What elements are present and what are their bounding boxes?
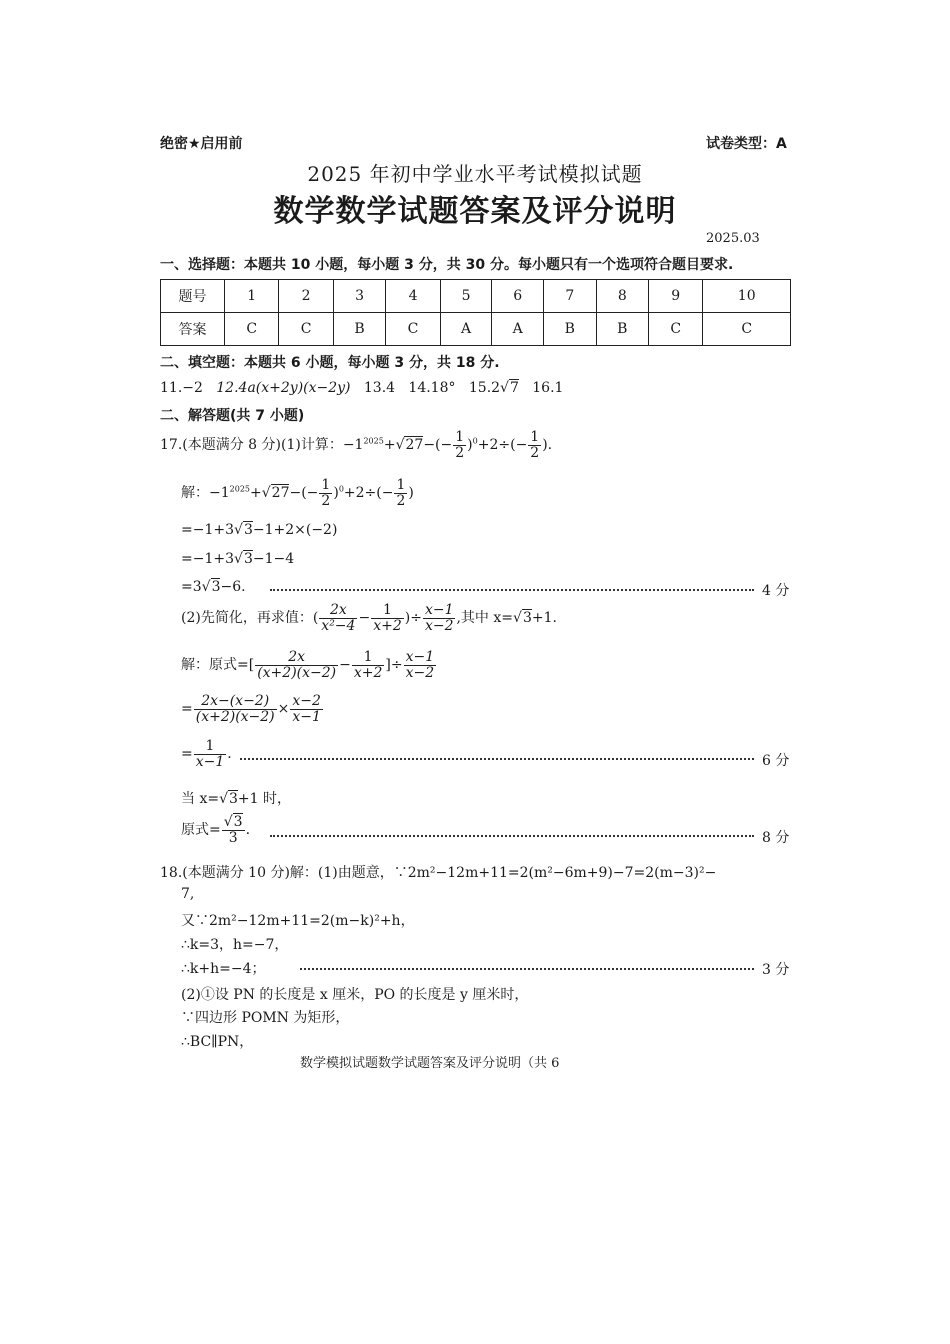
table-row <box>161 313 791 346</box>
paper-type: 试卷类型：A <box>706 136 787 152</box>
numerator: 2x−(x−2) <box>194 694 277 710</box>
q18-line-1b: 7, <box>181 886 195 902</box>
numerator: 1 <box>194 739 227 755</box>
fraction <box>194 694 277 724</box>
answer-16: 16.1 <box>532 380 564 396</box>
dotted-leader <box>270 589 754 591</box>
exam-title: 2025 年初中学业水平考试模拟试题 <box>307 162 643 186</box>
step-tail: −6. <box>220 579 246 595</box>
q17-exponent: 2025 <box>363 436 384 446</box>
when-prefix: 当 x= <box>181 791 220 807</box>
dotted-leader <box>270 835 754 837</box>
denominator: x−1 <box>195 753 225 770</box>
denominator: x−2 <box>405 664 435 681</box>
fraction <box>194 739 227 769</box>
table-cell: C <box>386 313 440 346</box>
table-cell: C <box>225 313 279 346</box>
row-label: 题号 <box>161 280 225 313</box>
q17-solution-1: 解：$-1^{2025}+√27-(-$ $\frac{1}{2}$ )$^0$+2÷(− $\frac{1}{2}$ ) <box>181 477 414 509</box>
q17-step-2: =−1+3√3−1+2×(−2) <box>181 522 338 538</box>
q17-result: 原式= $\frac{√3}{3}$ . <box>181 814 251 846</box>
answer-table <box>160 279 791 346</box>
table-cell: 4 <box>386 280 440 313</box>
radicand: 27 <box>405 437 424 454</box>
fraction <box>404 650 437 680</box>
exponent: 2025 <box>229 484 250 494</box>
secret-label: 绝密★启用前 <box>160 136 243 152</box>
fraction <box>319 478 332 508</box>
table-cell: C <box>703 313 791 346</box>
radicand: 3 <box>243 522 253 538</box>
section2-heading: 二、填空题：本题共 6 小题，每小题 3 分，共 18 分. <box>160 355 500 371</box>
q17-step-3: =−1+3√3−1−4 <box>181 551 295 567</box>
q18-line-2: 又∵2m²−12m+11=2(m−k)²+h， <box>181 913 415 929</box>
q18-line-4: ∴k+h=−4； <box>181 961 266 977</box>
result-prefix: 原式= <box>181 822 221 839</box>
denominator: 2 <box>455 444 465 461</box>
document-title: 数学数学试题答案及评分说明 <box>273 194 677 229</box>
numerator: x−1 <box>405 649 435 665</box>
table-cell: 3 <box>333 280 385 313</box>
score-4: 4 分 <box>762 583 790 599</box>
step-tail: −1−4 <box>252 551 295 567</box>
q17-when: 当 x=√3+1 时， <box>181 791 292 807</box>
denominator: x−1 <box>292 708 321 725</box>
fraction <box>255 650 338 680</box>
numerator: √3 <box>223 814 243 830</box>
radicand: 3 <box>211 579 221 595</box>
table-cell: 7 <box>544 280 596 313</box>
fraction <box>319 603 357 633</box>
solution-prefix: 解：−1 <box>181 485 230 502</box>
score-3: 3 分 <box>762 962 790 978</box>
solution-prefix: 解：原式=[ <box>181 657 255 674</box>
q17-part2-stem: (2)先简化，再求值：( $\frac{2x}{\text{x²−4}}$ − $\frac{1}{x+2}$ )÷ $\frac{x-1}{x-2}$ ,其中 x=√3+1. <box>181 602 557 634</box>
plus-sign: + <box>383 437 396 454</box>
table-cell: C <box>649 313 703 346</box>
numerator: 2x <box>255 650 338 666</box>
answer-13: 13.4 <box>363 380 396 396</box>
step-text: =−1+3 <box>181 522 235 538</box>
q17-step-4: =3√3−6. <box>181 579 246 595</box>
q18-line-6: ∵四边形 POMN 为矩形， <box>181 1010 350 1026</box>
fraction <box>528 430 541 460</box>
radicand: 3 <box>243 551 253 567</box>
table-cell: 8 <box>596 280 648 313</box>
table-cell: 6 <box>492 280 544 313</box>
q17-part2-sol-3: = $\frac{1}{x-1}$ . <box>181 738 232 770</box>
denominator: 2 <box>530 444 540 461</box>
row-label: 答案 <box>161 313 225 346</box>
q17-part2-sol-1: 解：原式=[ $\frac{2x}{(x+2)(x-2)}$ − $\frac{1}{x+2}$ ]÷ $\frac{x-1}{x-2}$ <box>181 649 435 681</box>
answer-14: 14.18° <box>408 380 456 396</box>
radicand: 27 <box>271 485 290 502</box>
step-text: =3 <box>181 579 202 595</box>
answer-12: 12.4a(x+2y)(x−2y) <box>216 380 351 396</box>
denominator: x+2 <box>373 617 402 634</box>
q17-part2-sol-2: = $\frac{2x-(x-2)}{(x+2)(x-2)}$ × $\frac{x-2}{x-1}$ <box>181 693 321 725</box>
denominator: x²−4 <box>321 617 356 634</box>
numerator: x−1 <box>424 602 454 618</box>
score-8: 8 分 <box>762 830 790 846</box>
radicand: 3 <box>229 791 238 807</box>
q18-line-7: ∴BC∥PN， <box>181 1034 254 1050</box>
answer-15-radicand: 7 <box>509 380 519 396</box>
table-cell: 9 <box>649 280 703 313</box>
table-cell: B <box>333 313 385 346</box>
table-cell: 5 <box>440 280 492 313</box>
step-text: =−1+3 <box>181 551 235 567</box>
numerator: x−2 <box>292 693 321 709</box>
q18-line-1: 18.(本题满分 10 分)解：(1)由题意，∵2m²−12m+11=2(m²−6m+9)−7=2(m−3)²− <box>160 865 717 881</box>
section1-heading: 一、选择题：本题共 10 小题，每小题 3 分，共 30 分。每小题只有一个选项符合题目要求. <box>160 257 734 273</box>
answer-11: 11.−2 <box>160 380 203 396</box>
table-cell: B <box>544 313 596 346</box>
denominator: 2 <box>321 492 331 509</box>
numerator: 2x <box>319 603 357 619</box>
section3-heading: 二、解答题(共 7 小题) <box>160 408 305 424</box>
table-cell: B <box>596 313 648 346</box>
numerator: 1 <box>530 429 540 445</box>
numerator: 1 <box>352 650 385 666</box>
fill-answers <box>160 380 563 396</box>
page-footer: 数学模拟试题数学试题答案及评分说明（共 6 <box>300 1056 560 1071</box>
stem-end: +1. <box>531 610 557 627</box>
q18-line-3: ∴k=3，h=−7， <box>181 937 289 953</box>
document-date: 2025.03 <box>706 231 760 246</box>
step-tail: −1+2×(−2) <box>252 522 338 538</box>
numerator: 1 <box>321 477 331 493</box>
table-cell: 1 <box>225 280 279 313</box>
dotted-leader <box>300 968 754 970</box>
denominator: 2 <box>396 492 406 509</box>
fraction <box>290 694 323 724</box>
answer-15-prefix: 15.2 <box>468 380 501 396</box>
fraction <box>394 478 407 508</box>
denominator: 3 <box>228 829 238 846</box>
table-cell: 2 <box>279 280 333 313</box>
table-cell: 10 <box>703 280 791 313</box>
table-row <box>161 280 791 313</box>
q17-stem-prefix: 17.(本题满分 8 分)(1)计算：−1 <box>160 437 364 454</box>
table-cell: A <box>492 313 544 346</box>
numerator: 1 <box>396 477 406 493</box>
numerator: 1 <box>455 429 465 445</box>
fraction <box>371 603 404 633</box>
numerator: 1 <box>371 603 404 619</box>
table-cell: A <box>440 313 492 346</box>
denominator: (x+2)(x−2) <box>195 708 275 725</box>
dotted-leader <box>240 758 754 760</box>
fraction <box>423 603 456 633</box>
fraction <box>222 815 245 845</box>
answer-15: 15.2√7 <box>468 380 519 396</box>
denominator: x−2 <box>424 617 454 634</box>
fraction <box>453 430 466 460</box>
denominator: (x+2)(x−2) <box>257 664 337 681</box>
fraction <box>352 650 385 680</box>
table-cell: C <box>279 313 333 346</box>
radicand: 3 <box>233 814 243 830</box>
q18-line-5: (2)①设 PN 的长度是 x 厘米，PO 的长度是 y 厘米时， <box>181 987 529 1003</box>
stem-tail: ,其中 x= <box>456 610 514 627</box>
radicand: 3 <box>522 610 532 627</box>
when-tail: +1 时， <box>237 791 292 807</box>
q17-stem: 17.(本题满分 8 分)(1)计算：$-1^{2025}+√27-(-$ $\frac{1}{2}$ )$^0$+2÷(− $\frac{1}{2}$ ). <box>160 429 553 461</box>
score-6: 6 分 <box>762 753 790 769</box>
denominator: x+2 <box>353 664 383 681</box>
stem-prefix: (2)先简化，再求值：( <box>181 610 319 627</box>
